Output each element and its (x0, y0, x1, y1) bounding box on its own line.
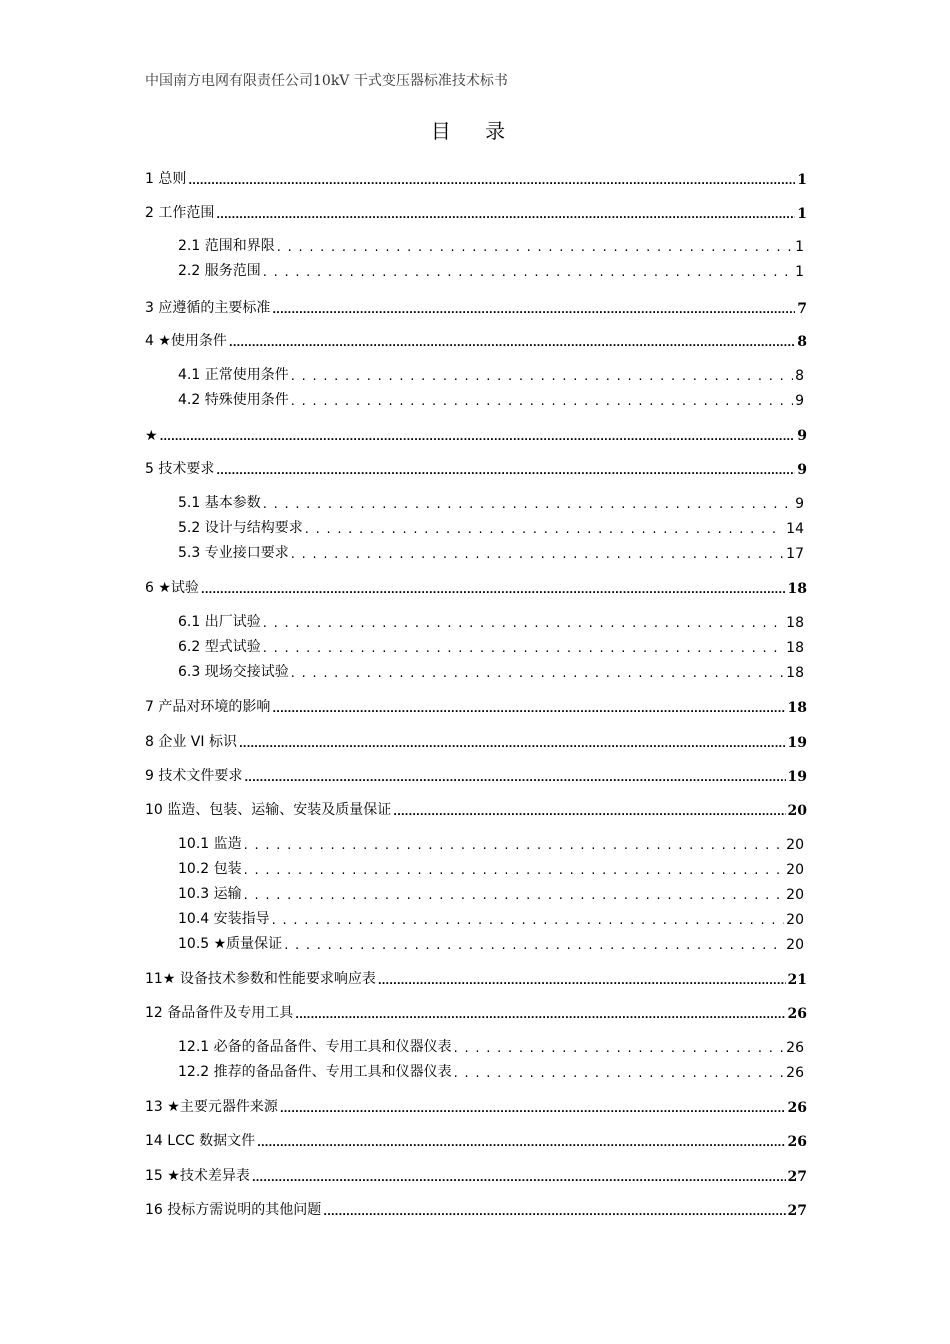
toc-entry-text: 6.3 现场交接试验 (178, 664, 289, 680)
toc-entry-page: 19 (787, 769, 807, 785)
toc-entry-page: 18 (787, 581, 807, 597)
toc-entry-text: 10.5 ★质量保证 (178, 936, 283, 952)
toc-entry[interactable] (145, 200, 807, 222)
toc-entry[interactable] (145, 422, 807, 444)
toc-entry-page: 1 (797, 206, 807, 222)
toc-entry-page: 1 (797, 172, 807, 188)
toc-entry[interactable] (145, 1163, 807, 1185)
toc-entry-page: 9 (795, 496, 804, 512)
toc-entry[interactable] (178, 931, 804, 953)
toc-entry-text: 10.2 包装 (178, 861, 242, 877)
toc-leader (291, 665, 784, 681)
toc-entry[interactable] (145, 456, 807, 478)
toc-entry-text: 5.3 专业接口要求 (178, 545, 289, 561)
toc-entry-page: 20 (787, 803, 807, 819)
toc-leader (188, 172, 795, 188)
toc-leader (216, 462, 795, 478)
toc-entry[interactable] (178, 233, 804, 255)
toc-entry-text: 16 投标方需说明的其他问题 (145, 1202, 322, 1218)
toc-entry[interactable] (178, 856, 804, 878)
toc-entry-page: 8 (795, 368, 804, 384)
toc-entry[interactable] (145, 1094, 807, 1116)
toc-entry-page: 20 (786, 837, 804, 853)
toc-entry[interactable] (178, 515, 804, 537)
toc-entry-text: ★ (145, 428, 158, 444)
toc-entry-text: 12 备品备件及专用工具 (145, 1005, 294, 1021)
toc-leader (244, 862, 785, 878)
toc-entry-page: 9 (797, 428, 807, 444)
toc-entry-text: 1 总则 (145, 171, 187, 187)
toc-leader (393, 803, 785, 819)
toc-entry-page: 18 (786, 640, 804, 656)
toc-entry-page: 26 (787, 1134, 807, 1150)
toc-entry-page: 20 (786, 912, 804, 928)
toc-entry[interactable] (178, 659, 804, 681)
toc-entry-text: 10.3 运输 (178, 886, 242, 902)
toc-entry[interactable] (145, 763, 807, 785)
toc-entry[interactable] (178, 1034, 804, 1056)
toc-leader (244, 887, 785, 903)
toc-entry-page: 14 (786, 521, 804, 537)
toc-title: 目 录 (430, 119, 520, 143)
toc-entry-text: 15 ★技术差异表 (145, 1168, 250, 1184)
toc-entry[interactable] (145, 1197, 807, 1219)
toc-entry-page: 8 (797, 334, 807, 350)
toc-entry-page: 19 (787, 735, 807, 751)
toc-entry-text: 11★ 设备技术参数和性能要求响应表 (145, 971, 376, 987)
toc-leader (272, 912, 785, 928)
toc-entry-page: 18 (786, 665, 804, 681)
toc-entry-page: 20 (786, 937, 804, 953)
toc-entry-page: 21 (787, 972, 807, 988)
toc-leader (201, 581, 786, 597)
toc-leader (272, 700, 785, 716)
toc-entry-text: 2.2 服务范围 (178, 263, 261, 279)
toc-entry-page: 9 (795, 393, 804, 409)
toc-leader (454, 1040, 785, 1056)
toc-entry-text: 8 企业 VI 标识 (145, 734, 237, 750)
toc-entry[interactable] (178, 634, 804, 656)
toc-leader (378, 972, 786, 988)
toc-entry[interactable] (145, 966, 807, 988)
toc-leader (277, 239, 793, 255)
toc-entry-page: 18 (787, 700, 807, 716)
toc-entry[interactable] (178, 362, 804, 384)
toc-entry-text: 12.2 推荐的备品备件、专用工具和仪器仪表 (178, 1064, 452, 1080)
toc-entry-text: 10.1 监造 (178, 836, 242, 852)
toc-entry-text: 5.2 设计与结构要求 (178, 520, 303, 536)
toc-entry[interactable] (145, 295, 807, 317)
document-header: 中国南方电网有限责任公司10kV 干式变压器标准技术标书 (145, 73, 508, 89)
toc-entry-page: 1 (795, 264, 804, 280)
toc-entry-page: 26 (786, 1065, 804, 1081)
toc-leader (323, 1203, 785, 1219)
toc-entry[interactable] (178, 609, 804, 631)
toc-entry[interactable] (178, 387, 804, 409)
toc-leader (263, 640, 784, 656)
toc-entry-text: 6 ★试验 (145, 580, 199, 596)
toc-entry[interactable] (145, 694, 807, 716)
toc-leader (263, 496, 793, 512)
toc-leader (257, 1134, 785, 1150)
toc-leader (291, 368, 793, 384)
toc-entry-page: 17 (786, 546, 804, 562)
toc-entry-text: 5 技术要求 (145, 461, 215, 477)
toc-entry[interactable] (145, 1000, 807, 1022)
toc-entry[interactable] (178, 258, 804, 280)
toc-entry-page: 20 (786, 862, 804, 878)
toc-entry-text: 7 产品对环境的影响 (145, 699, 271, 715)
toc-leader (252, 1169, 786, 1185)
toc-leader (216, 206, 795, 222)
toc-entry[interactable] (145, 166, 807, 188)
toc-leader (284, 937, 784, 953)
toc-entry-text: 2.1 范围和界限 (178, 238, 275, 254)
toc-entry[interactable] (178, 831, 804, 853)
toc-entry[interactable] (178, 490, 804, 512)
toc-entry-page: 20 (786, 887, 804, 903)
toc-entry-page: 27 (787, 1169, 807, 1185)
toc-entry-page: 27 (787, 1203, 807, 1219)
toc-entry[interactable] (178, 906, 804, 928)
toc-entry[interactable] (178, 881, 804, 903)
toc-entry-text: 9 技术文件要求 (145, 768, 243, 784)
toc-entry-text: 10 监造、包装、运输、安装及质量保证 (145, 802, 392, 818)
toc-leader (305, 521, 784, 537)
toc-entry-text: 3 应遵循的主要标准 (145, 300, 271, 316)
toc-entry-text: 2 工作范围 (145, 205, 215, 221)
toc-leader (239, 735, 786, 751)
toc-leader (272, 301, 795, 317)
toc-entry-text: 6.2 型式试验 (178, 639, 261, 655)
toc-entry-text: 4.2 特殊使用条件 (178, 392, 289, 408)
toc-entry-text: 14 LCC 数据文件 (145, 1133, 256, 1149)
toc-entry-text: 6.1 出厂试验 (178, 614, 261, 630)
toc-entry-text: 13 ★主要元器件来源 (145, 1099, 278, 1115)
toc-leader (160, 428, 796, 444)
toc-leader (280, 1100, 786, 1116)
toc-leader (263, 264, 793, 280)
toc-entry[interactable] (145, 729, 807, 751)
toc-entry[interactable] (145, 328, 807, 350)
toc-leader (291, 546, 784, 562)
toc-entry-text: 4.1 正常使用条件 (178, 367, 289, 383)
toc-leader (295, 1006, 785, 1022)
toc-entry[interactable] (178, 540, 804, 562)
toc-entry-page: 18 (786, 615, 804, 631)
toc-leader (454, 1065, 785, 1081)
toc-leader (229, 334, 795, 350)
toc-entry-page: 26 (786, 1040, 804, 1056)
toc-entry-page: 7 (797, 301, 807, 317)
toc-entry-page: 26 (787, 1006, 807, 1022)
toc-entry[interactable] (178, 1059, 804, 1081)
toc-entry[interactable] (145, 575, 807, 597)
toc-leader (244, 769, 785, 785)
toc-leader (291, 393, 793, 409)
toc-leader (244, 837, 785, 853)
toc-entry-page: 1 (795, 239, 804, 255)
toc-entry[interactable] (145, 797, 807, 819)
toc-entry-text: 5.1 基本参数 (178, 495, 261, 511)
toc-entry[interactable] (145, 1128, 807, 1150)
toc-entry-page: 26 (787, 1100, 807, 1116)
toc-entry-text: 10.4 安装指导 (178, 911, 270, 927)
toc-entry-text: 4 ★使用条件 (145, 333, 227, 349)
toc-entry-text: 12.1 必备的备品备件、专用工具和仪器仪表 (178, 1039, 452, 1055)
toc-entry-page: 9 (797, 462, 807, 478)
toc-leader (263, 615, 784, 631)
